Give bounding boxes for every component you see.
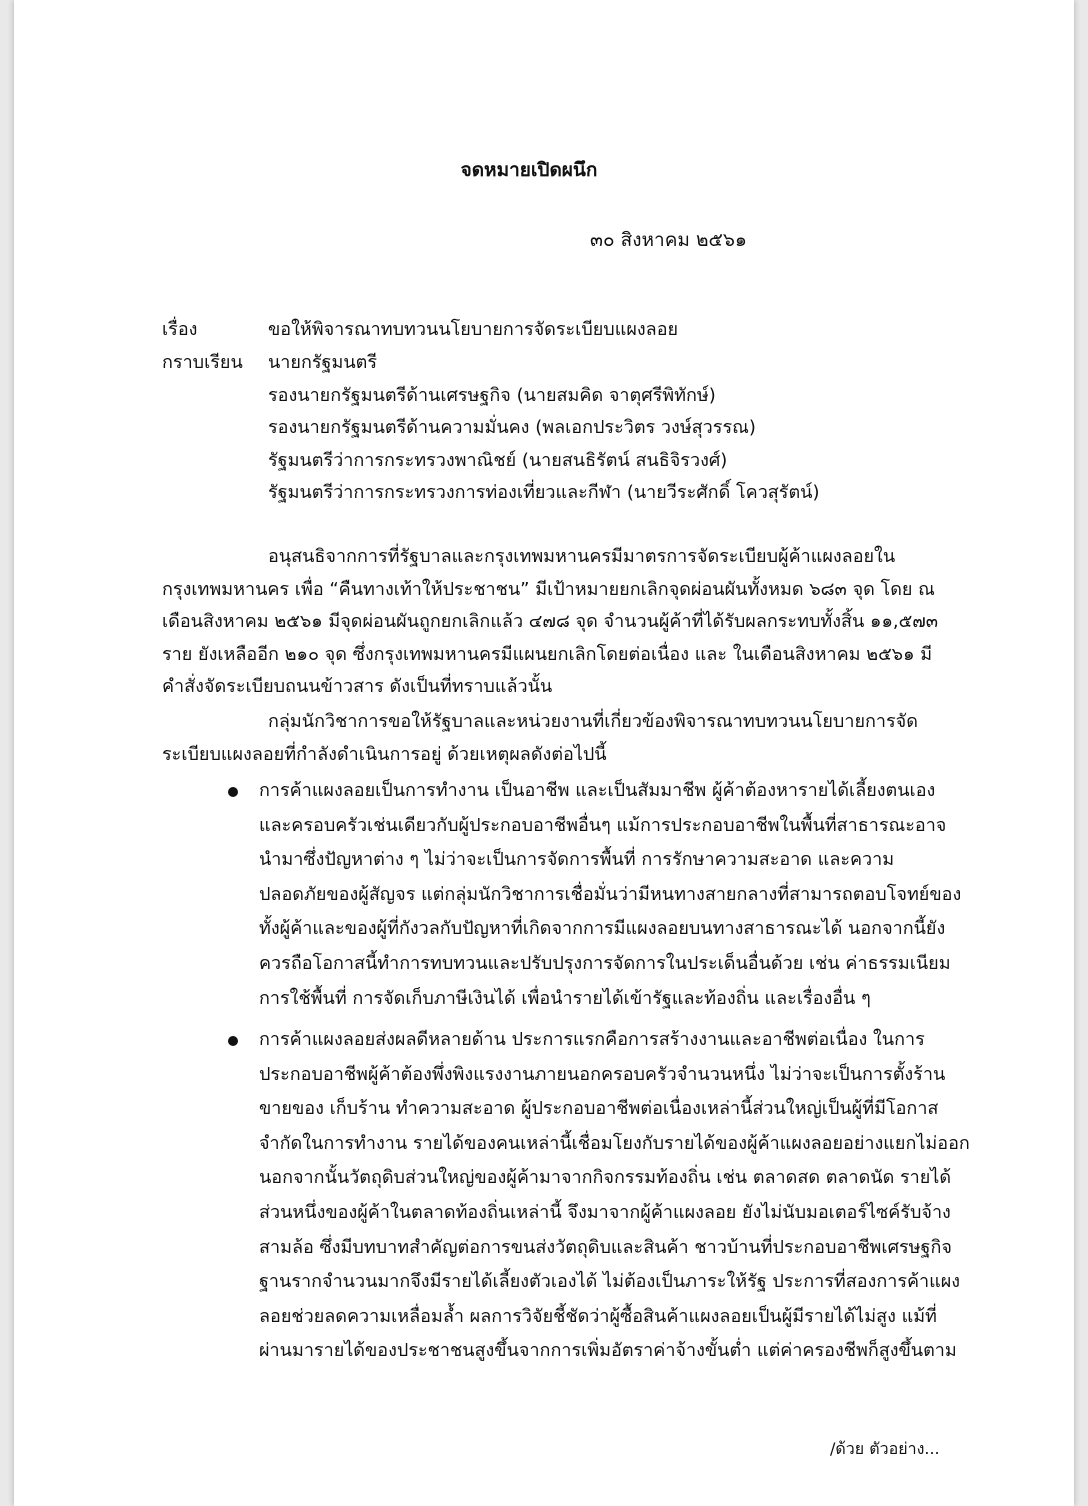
paragraph-line: เดือนสิงหาคม ๒๕๖๑ มีจุดผ่อนผันถูกยกเลิกแล้ว ๔๗๘ จุด จำนวนผู้ค้าที่ได้รับผลกระทบทั้งสิ้น ๑๑,๕๗๓ <box>162 611 939 632</box>
bullet-line: ทั้งผู้ค้าและของผู้ที่กังวลกับปัญหาที่เกิดจากการมีแผงลอยบนทางสาธารณะได้ นอกจากนี้ยัง <box>259 918 946 940</box>
recipient-label: กราบเรียน <box>162 352 243 373</box>
subject-text: ขอให้พิจารณาทบทวนนโยบายการจัดระเบียบแผงลอย <box>268 319 679 340</box>
bullet-line: สามล้อ ซึ่งมีบทบาทสำคัญต่อการขนส่งวัตถุดิบและสินค้า ชาวบ้านที่ประกอบอาชีพเศรษฐกิจ <box>259 1236 952 1258</box>
subject-label: เรื่อง <box>162 319 198 340</box>
recipient-line: รัฐมนตรีว่าการกระทรวงพาณิชย์ (นายสนธิรัตน์ สนธิจิรวงศ์) <box>268 449 728 471</box>
bullet-icon <box>228 1036 238 1046</box>
bullet-line: ลอยช่วยลดความเหลื่อมล้ำ ผลการวิจัยชี้ชัดว่าผู้ซื้อสินค้าแผงลอยเป็นผู้มีรายได้ไม่สูง แม้ที่ <box>259 1305 937 1327</box>
bullet-line: ปลอดภัยของผู้สัญจร แต่กลุ่มนักวิชาการเชื่อมั่นว่ามีหนทางสายกลางที่สามารถตอบโจทย์ของ <box>259 883 962 905</box>
bullet-line: นำมาซึ่งปัญหาต่าง ๆ ไม่ว่าจะเป็นการจัดการพื้นที่ การรักษาความสะอาด และความ <box>259 849 895 871</box>
bullet-line: ควรถือโอกาสนี้ทำการทบทวนและปรับปรุงการจัดการในประเด็นอื่นด้วย เช่น ค่าธรรมเนียม <box>259 953 951 974</box>
bullet-line: การค้าแผงลอยส่งผลดีหลายด้าน ประการแรกคือการสร้างงานและอาชีพต่อเนื่อง ในการ <box>259 1029 925 1050</box>
bullet-line: และครอบครัวเช่นเดียวกับผู้ประกอบอาชีพอื่นๆ แม้การประกอบอาชีพในพื้นที่สาธารณะอาจ <box>259 814 947 836</box>
bullet-line: การค้าแผงลอยเป็นการทำงาน เป็นอาชีพ และเป็นสัมมาชีพ ผู้ค้าต้องหารายได้เลี้ยงตนเอง <box>259 780 936 801</box>
recipient-line: นายกรัฐมนตรี <box>268 352 377 373</box>
letter-date: ๓๐ สิงหาคม ๒๕๖๑ <box>590 229 747 251</box>
bullet-line: นอกจากนั้นวัตถุดิบส่วนใหญ่ของผู้ค้ามาจากกิจกรรมท้องถิ่น เช่น ตลาดสด ตลาดนัด รายได้ <box>259 1167 952 1189</box>
bullet-line: ฐานรากจำนวนมากจึงมีรายได้เลี้ยงตัวเองได้ ไม่ต้องเป็นภาระให้รัฐ ประการที่สองการค้าแผง <box>259 1271 961 1293</box>
bullet-line: ประกอบอาชีพผู้ค้าต้องพึ่งพิงแรงงานภายนอกครอบครัวจำนวนหนึ่ง ไม่ว่าจะเป็นการตั้งร้าน <box>259 1063 946 1085</box>
bullet-line: ส่วนหนึ่งของผู้ค้าในตลาดท้องถิ่นเหล่านี้ จึงมาจากผู้ค้าแผงลอย ยังไม่นับมอเตอร์ไซค์รับจ้าง <box>259 1202 951 1223</box>
continuation-note: /ด้วย ตัวอย่าง... <box>830 1439 940 1458</box>
bullet-line: ผ่านมารายได้ของประชาชนสูงขึ้นจากการเพิ่มอัตราค่าจ้างขั้นต่ำ แต่ค่าครองชีพก็สูงขึ้นตาม <box>259 1340 957 1362</box>
bullet-line: ขายของ เก็บร้าน ทำความสะอาด ผู้ประกอบอาชีพต่อเนื่องเหล่านี้ส่วนใหญ่เป็นผู้ที่มีโอกาส <box>259 1098 939 1120</box>
paragraph-line: ระเบียบแผงลอยที่กำลังดำเนินการอยู่ ด้วยเหตุผลดังต่อไปนี้ <box>162 743 607 765</box>
bullet-line: การใช้พื้นที่ การจัดเก็บภาษีเงินได้ เพื่อนำรายได้เข้ารัฐและท้องถิ่น และเรื่องอื่น ๆ <box>259 987 871 1009</box>
paragraph-line: กลุ่มนักวิชาการขอให้รัฐบาลและหน่วยงานที่เกี่ยวข้องพิจารณาทบทวนนโยบายการจัด <box>268 711 918 732</box>
recipient-line: รองนายกรัฐมนตรีด้านเศรษฐกิจ (นายสมคิด จาตุศรีพิทักษ์) <box>268 384 716 406</box>
bullet-icon <box>228 787 238 797</box>
recipient-line: รองนายกรัฐมนตรีด้านความมั่นคง (พลเอกประวิตร วงษ์สุวรรณ) <box>268 417 756 438</box>
letter-title: จดหมายเปิดผนึก <box>460 159 598 181</box>
paragraph-line: คำสั่งจัดระเบียบถนนข้าวสาร ดังเป็นที่ทราบแล้วนั้น <box>162 676 553 697</box>
bullet-line: จำกัดในการทำงาน รายได้ของคนเหล่านี้เชื่อมโยงกับรายได้ของผู้ค้าแผงลอยอย่างแยกไม่ออก <box>259 1132 970 1154</box>
recipient-line: รัฐมนตรีว่าการกระทรวงการท่องเที่ยวและกีฬา (นายวีระศักดิ์ โควสุรัตน์) <box>268 482 820 503</box>
paragraph-line: อนุสนธิจากการที่รัฐบาลและกรุงเทพมหานครมีมาตรการจัดระเบียบผู้ค้าแผงลอยใน <box>268 546 896 567</box>
paragraph-line: ราย ยังเหลืออีก ๒๑๐ จุด ซึ่งกรุงเทพมหานครมีแผนยกเลิกโดยต่อเนื่อง และ ในเดือนสิงหาคม ๒๕๖๑ มี <box>162 643 933 665</box>
paragraph-line: กรุงเทพมหานคร เพื่อ “คืนทางเท้าให้ประชาชน” มีเป้าหมายยกเลิกจุดผ่อนผันทั้งหมด ๖๘๓ จุด โดย ณ <box>162 578 935 600</box>
document-page <box>14 0 1074 1506</box>
